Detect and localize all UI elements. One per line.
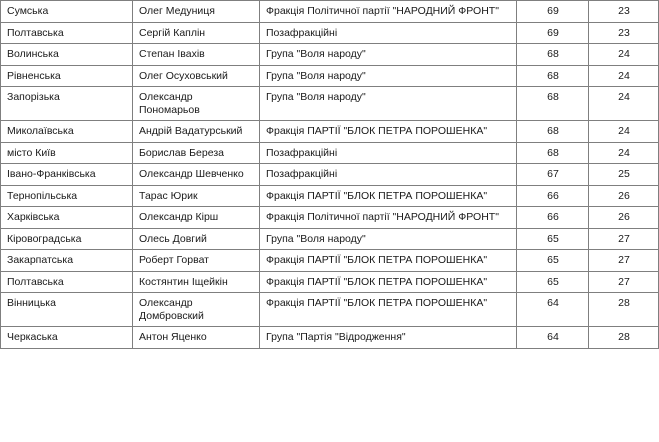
- table-row: [1, 207, 659, 229]
- cell-region: Сумська: [1, 1, 133, 23]
- cell-faction: Фракція ПАРТІЇ "БЛОК ПЕТРА ПОРОШЕНКА": [260, 271, 517, 293]
- cell-faction: Позафракційні: [260, 164, 517, 186]
- cell-region: Полтавська: [1, 271, 133, 293]
- table-row: [1, 228, 659, 250]
- cell-region: місто Київ: [1, 142, 133, 164]
- cell-region: Кіровоградська: [1, 228, 133, 250]
- cell-value2: 25: [589, 164, 659, 186]
- cell-value2: 27: [589, 228, 659, 250]
- cell-value1: 65: [517, 271, 589, 293]
- cell-region: Закарпатська: [1, 250, 133, 272]
- cell-faction: Група "Воля народу": [260, 228, 517, 250]
- cell-name: Олександр Домбровский: [133, 293, 260, 327]
- cell-faction: Група "Воля народу": [260, 65, 517, 87]
- cell-value1: 66: [517, 207, 589, 229]
- cell-region: Черкаська: [1, 327, 133, 349]
- cell-faction: Фракція Політичної партії "НАРОДНИЙ ФРОНТ": [260, 207, 517, 229]
- cell-value2: 24: [589, 121, 659, 143]
- table-row: [1, 142, 659, 164]
- cell-name: Борислав Береза: [133, 142, 260, 164]
- cell-value1: 65: [517, 228, 589, 250]
- table-row: [1, 1, 659, 23]
- cell-value1: 68: [517, 87, 589, 121]
- cell-region: Харківська: [1, 207, 133, 229]
- cell-faction: Група "Воля народу": [260, 44, 517, 66]
- cell-value2: 28: [589, 293, 659, 327]
- cell-faction: Фракція ПАРТІЇ "БЛОК ПЕТРА ПОРОШЕНКА": [260, 185, 517, 207]
- cell-value1: 64: [517, 327, 589, 349]
- table-row: [1, 22, 659, 44]
- cell-name: Антон Яценко: [133, 327, 260, 349]
- table-row: [1, 44, 659, 66]
- cell-faction: Фракція ПАРТІЇ "БЛОК ПЕТРА ПОРОШЕНКА": [260, 250, 517, 272]
- cell-name: Олесь Довгий: [133, 228, 260, 250]
- cell-name: Степан Івахів: [133, 44, 260, 66]
- table-row: [1, 121, 659, 143]
- cell-name: Олександр Шевченко: [133, 164, 260, 186]
- cell-value1: 69: [517, 1, 589, 23]
- cell-region: Волинська: [1, 44, 133, 66]
- cell-value1: 68: [517, 65, 589, 87]
- cell-name: Андрій Вадатурський: [133, 121, 260, 143]
- table-row: [1, 65, 659, 87]
- cell-name: Костянтин Іщейкін: [133, 271, 260, 293]
- cell-region: Полтавська: [1, 22, 133, 44]
- cell-value1: 64: [517, 293, 589, 327]
- table-body: [1, 1, 659, 349]
- cell-name: Тарас Юрик: [133, 185, 260, 207]
- cell-value2: 24: [589, 65, 659, 87]
- table-row: [1, 293, 659, 327]
- cell-faction: Фракція ПАРТІЇ "БЛОК ПЕТРА ПОРОШЕНКА": [260, 121, 517, 143]
- cell-value1: 69: [517, 22, 589, 44]
- cell-region: Вінницька: [1, 293, 133, 327]
- cell-faction: Фракція Політичної партії "НАРОДНИЙ ФРОНТ": [260, 1, 517, 23]
- cell-faction: Фракція ПАРТІЇ "БЛОК ПЕТРА ПОРОШЕНКА": [260, 293, 517, 327]
- cell-region: Миколаївська: [1, 121, 133, 143]
- cell-value2: 27: [589, 250, 659, 272]
- cell-faction: Позафракційні: [260, 22, 517, 44]
- cell-region: Запорізька: [1, 87, 133, 121]
- cell-value2: 24: [589, 142, 659, 164]
- cell-name: Олег Осуховський: [133, 65, 260, 87]
- cell-name: Олександр Кірш: [133, 207, 260, 229]
- table-row: [1, 185, 659, 207]
- cell-value2: 24: [589, 87, 659, 121]
- cell-name: Олександр Пономарьов: [133, 87, 260, 121]
- cell-name: Роберт Горват: [133, 250, 260, 272]
- cell-value1: 68: [517, 44, 589, 66]
- cell-region: Рівненська: [1, 65, 133, 87]
- cell-value2: 23: [589, 1, 659, 23]
- cell-value2: 23: [589, 22, 659, 44]
- table-row: [1, 271, 659, 293]
- cell-value2: 26: [589, 185, 659, 207]
- cell-name: Сергій Каплін: [133, 22, 260, 44]
- cell-value1: 68: [517, 121, 589, 143]
- table-row: [1, 164, 659, 186]
- cell-region: Івано-Франківська: [1, 164, 133, 186]
- cell-value2: 27: [589, 271, 659, 293]
- cell-value2: 24: [589, 44, 659, 66]
- cell-value1: 67: [517, 164, 589, 186]
- cell-faction: Група "Партія "Відродження": [260, 327, 517, 349]
- cell-faction: Група "Воля народу": [260, 87, 517, 121]
- cell-value1: 68: [517, 142, 589, 164]
- cell-value1: 66: [517, 185, 589, 207]
- cell-value2: 28: [589, 327, 659, 349]
- cell-name: Олег Медуниця: [133, 1, 260, 23]
- cell-value2: 26: [589, 207, 659, 229]
- table-row: [1, 87, 659, 121]
- cell-region: Тернопільська: [1, 185, 133, 207]
- table-row: [1, 327, 659, 349]
- cell-faction: Позафракційні: [260, 142, 517, 164]
- table-row: [1, 250, 659, 272]
- cell-value1: 65: [517, 250, 589, 272]
